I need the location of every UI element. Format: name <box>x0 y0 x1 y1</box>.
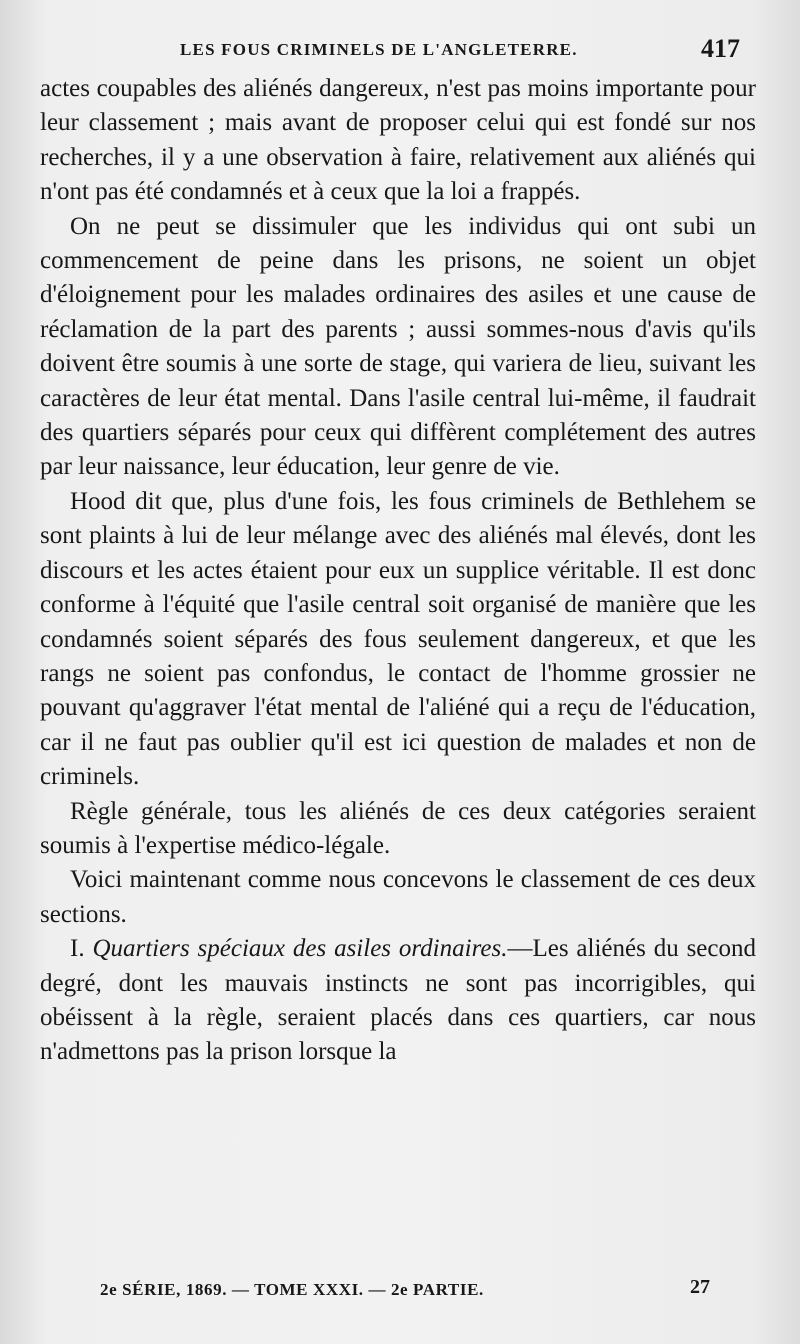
section-paragraph <box>40 932 756 1070</box>
page-footer <box>100 1276 710 1306</box>
page-number: 417 <box>701 34 740 63</box>
running-head <box>180 34 740 68</box>
footer-note: 2e SÉRIE, 1869. — TOME XXXI. — 2e PARTIE. <box>100 1280 484 1299</box>
paragraph: On ne peut se dissimuler que les individus qui ont subi un commencement de peine dans les prisons, ne soient un objet d'éloignement pour les malades ordinaires des asiles et une cause de réclamation de la part des parents ; aussi sommes-nous d'avis qu'ils doivent être soumis à une sorte de stage, qui variera de lieu, suivant les caractères de leur état mental. Dans l'asile central lui-même, il faudrait des quartiers séparés pour ceux qui diffèrent complétement des autres par leur naissance, leur éducation, leur genre de vie. <box>40 212 756 481</box>
paragraph: Voici maintenant comme nous concevons le classement de ces deux sections. <box>40 866 756 928</box>
section-text: —Les aliénés du second degré, dont les mauvais instincts ne sont pas incorrigibles, qui obéissent à la règle, seraient placés dans ces quartiers, car nous n'admettons pas la prison lorsque la <box>40 935 756 1066</box>
paragraph: Hood dit que, plus d'une fois, les fous criminels de Bethlehem se sont plaints à lui de leur mélange avec des aliénés mal élevés, dont les discours et les actes étaient pour eux un supplice véritable. Il est donc conforme à l'équité que l'asile central soit organisé de manière que les condamnés soient séparés des fous seulement dangereux, et que les rangs ne soient pas confondus, le contact de l'homme grossier ne pouvant qu'aggraver l'état mental de l'aliéné qui a reçu de l'éducation, car il ne faut pas oublier qu'il est ici question de malades et non de criminels. <box>40 487 756 791</box>
section-number: I. <box>70 935 85 963</box>
paragraph: Règle générale, tous les aliénés de ces deux catégories seraient soumis à l'expertise médico-légale. <box>40 797 756 859</box>
paragraph-continuation: actes coupables des aliénés dangereux, n'est pas moins importante pour leur classement ; mais avant de proposer celui qui est fondé sur nos recherches, il y a une observation à faire, relativement aux aliénés qui n'ont pas été condamnés et à ceux que la loi a frappés. <box>40 75 756 206</box>
body-text <box>40 72 756 1070</box>
running-title: LES FOUS CRIMINELS DE L'ANGLETERRE. <box>180 40 578 59</box>
section-title: Quartiers spéciaux des asiles ordinaires. <box>92 935 508 963</box>
signature-mark: 27 <box>690 1276 710 1298</box>
